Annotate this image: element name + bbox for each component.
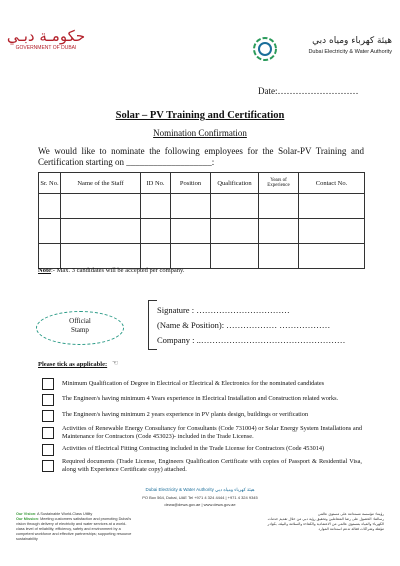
table-cell[interactable] (39, 194, 61, 219)
requirement-checkbox-4[interactable] (42, 427, 54, 439)
requirement-text-1: Minimum Qualification of Degree in Electrical or Electrical & Electronics for the nominated candidates (62, 380, 325, 387)
table-cell[interactable] (299, 194, 365, 219)
table-cell[interactable] (61, 194, 141, 219)
table-cell[interactable] (171, 219, 211, 244)
table-cell[interactable] (299, 219, 365, 244)
dewa-logo (252, 36, 392, 64)
table-row (39, 219, 365, 244)
requirement-checkbox-5[interactable] (42, 444, 54, 456)
col-header-sr-no: Sr. No. (39, 173, 61, 194)
gov-logo-arabic: حكومـة دبـي (6, 27, 86, 45)
table-cell[interactable] (61, 219, 141, 244)
requirement-checkbox-3[interactable] (42, 410, 54, 422)
requirement-text-4: Activities of Renewable Energy Consultancy for Consultants (Code 731004) or Solar Energy System Installations and Maintenance for Contractors (Code 453023)- included in the Trade License. (62, 425, 362, 440)
table-cell[interactable] (171, 244, 211, 269)
requirement-checkbox-2[interactable] (42, 394, 54, 406)
footer-vision-ar: رؤيتنا: مؤسسة مستدامة على مستوى عالمي (317, 512, 384, 516)
signature-field[interactable]: Signature : …………………………… (157, 305, 290, 315)
col-header-contact: Contact No. (299, 173, 365, 194)
table-cell[interactable] (259, 219, 299, 244)
dewa-emblem-icon (252, 36, 278, 62)
table-cell[interactable] (141, 244, 171, 269)
footer-vision-mission-en (16, 512, 134, 542)
requirement-checkbox-1[interactable] (42, 378, 54, 390)
government-of-dubai-logo (6, 28, 86, 51)
table-cell[interactable] (211, 219, 259, 244)
stamp-label (36, 317, 124, 335)
candidate-note (38, 267, 185, 274)
footer-mission: Our Mission: Meeting customers satisfaction and promoting Dubai's vision through delivery of electricity and water services at a world-class level of reliability, efficiency, safety and environment by a competent workforce and effective partnerships; supporting resource sustainability (16, 517, 132, 541)
requirement-checkbox-6[interactable] (42, 460, 54, 472)
footer-vision-mission-ar (266, 512, 384, 532)
col-header-name: Name of the Staff (61, 173, 141, 194)
requirement-text-5: Activities of Electrical Fitting Contracting included in the Trade License for Contractors (Code 453014) (62, 445, 325, 452)
gov-logo-english: GOVERNMENT OF DUBAI (15, 45, 77, 51)
requirement-text-3: The Engineer/s having minimum 2 years experience in PV plants design, buildings or verification (62, 411, 309, 418)
page-subtitle: Nomination Confirmation (153, 128, 247, 138)
footer-address: PO Box 564, Dubai, UAE Tel +971 4 324 4444 | +971 4 324 9345 (142, 495, 258, 500)
col-header-experience: Years of Experience (259, 173, 299, 194)
col-header-id: ID No. (141, 173, 171, 194)
footer-org-name: Dubai Electricity & Water Authority هيئة كهرباء ومياه دبي (145, 487, 255, 492)
dewa-logo-arabic: هيئة كهرباء ومياه دبي (312, 36, 392, 46)
col-header-qualification: Qualification (211, 173, 259, 194)
table-header-row (39, 173, 365, 194)
table-cell[interactable] (141, 219, 171, 244)
date-line: Date:……………………… (258, 86, 359, 96)
table-cell[interactable] (171, 194, 211, 219)
table-cell[interactable] (259, 244, 299, 269)
table-row (39, 194, 365, 219)
pointing-hand-icon: ☜ (112, 359, 119, 367)
table-cell[interactable] (299, 244, 365, 269)
stamp-line-1: Official (69, 317, 91, 325)
footer-vision: Our Vision: A Sustainable World-Class Utility (16, 512, 93, 516)
intro-paragraph: We would like to nominate the following employees for the Solar-PV Training and Certification starting on ___________________: (38, 146, 364, 167)
company-field[interactable]: Company : ..…………………………………………… (157, 335, 346, 345)
table-row (39, 244, 365, 269)
dewa-logo-english: Dubai Electricity & Water Authority (308, 49, 392, 55)
footer-mission-ar: رسالتنا: الحصول على رضا المتعاملين وتحقيق رؤية دبي من خلال تقديم خدمات الكهرباء والمياه بمستوى عالمي من الاعتمادية والكفاءة والسلامة والبيئة، بكوادر مؤهلة وشراكات فعالة تدعم استدامة الموارد (267, 517, 384, 531)
name-position-field[interactable]: (Name & Position): ……………… ……………… (157, 320, 331, 330)
table-cell[interactable] (211, 244, 259, 269)
requirement-text-2: The Engineer/s having minimum 4 Years experience in Electrical Installation and Construction related works. (62, 395, 339, 402)
page-title: Solar – PV Training and Certification (115, 110, 285, 121)
footer-contact: dewa@dewa.gov.ae | www.dewa.gov.ae (164, 502, 236, 507)
table-cell[interactable] (259, 194, 299, 219)
requirement-text-6: Required documents (Trade License, Engineers Qualification Certificate with copies of Passport & Residential Visa, along with Experience Certificate copy) attached. (62, 458, 362, 473)
table-cell[interactable] (39, 244, 61, 269)
tick-heading: Please tick as applicable: (38, 361, 108, 368)
stamp-line-2: Stamp (71, 326, 89, 334)
table-cell[interactable] (61, 244, 141, 269)
table-cell[interactable] (39, 219, 61, 244)
nomination-table (38, 172, 365, 269)
table-cell[interactable] (211, 194, 259, 219)
col-header-position: Position (171, 173, 211, 194)
note-label: Note (38, 267, 51, 274)
table-cell[interactable] (141, 194, 171, 219)
note-text: :- Max. 3 candidates will be accepted per company. (51, 267, 185, 274)
signature-bracket (148, 300, 157, 350)
